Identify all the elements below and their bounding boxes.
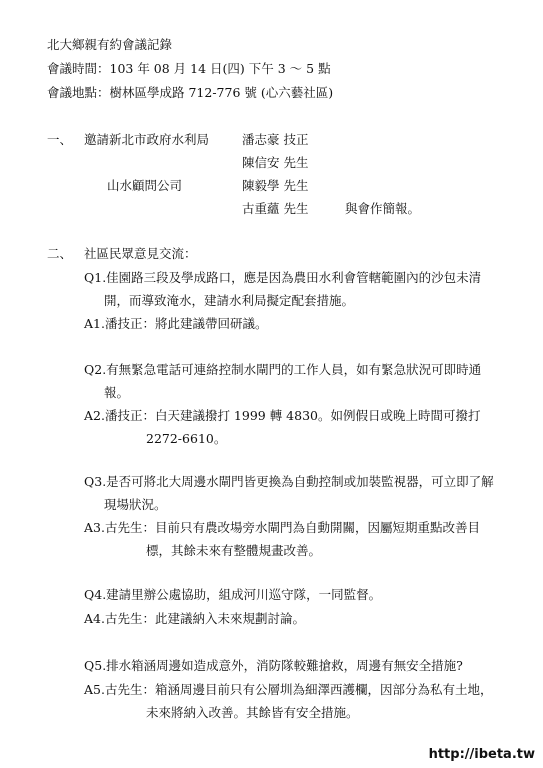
question-2-line-2: 報。 xyxy=(104,385,130,400)
question-3-line-2: 現場狀況。 xyxy=(104,497,167,512)
answer-1: A1.潘技正：將此建議帶回研議。 xyxy=(84,316,268,331)
attendee-3: 陳毅學 先生 xyxy=(242,178,309,193)
org-consultant: 山水顧問公司 xyxy=(107,178,183,193)
answer-5-line-1: A5.古先生：箱涵周邊目前只有公層圳為細澤西護欄，因部分為私有土地， xyxy=(84,682,493,697)
document-title: 北大鄉親有約會議記錄 xyxy=(47,37,173,52)
org-water-bureau: 邀請新北市政府水利局 xyxy=(84,132,210,147)
question-1-line-1: Q1.佳園路三段及學成路口，應是因為農田水利會管轄範圍內的沙包未清 xyxy=(84,270,482,285)
question-4: Q4.建請里辦公處協助，組成河川巡守隊，一同監督。 xyxy=(84,587,382,602)
answer-3-line-2: 標，其餘未來有整體規畫改善。 xyxy=(146,543,322,558)
attendee-1: 潘志豪 技正 xyxy=(242,132,309,147)
meeting-place: 會議地點：樹林區學成路 712-776 號 (心六藝社區) xyxy=(47,85,334,100)
attendee-2: 陳信安 先生 xyxy=(242,155,309,170)
question-3-line-1: Q3.是否可將北大周邊水閘門皆更換為自動控制或加裝監視器，可立即了解 xyxy=(84,474,494,489)
question-1-line-2: 開，而導致淹水，建請水利局擬定配套措施。 xyxy=(104,293,355,308)
answer-4: A4.古先生：此建議納入未來規劃討論。 xyxy=(84,611,305,626)
attendee-4: 古重蘊 先生 xyxy=(242,201,309,216)
question-2-line-1: Q2.有無緊急電話可連絡控制水閘門的工作人員，如有緊急狀況可即時通 xyxy=(84,362,482,377)
answer-2-line-2: 2272-6610。 xyxy=(146,431,227,446)
question-5: Q5.排水箱涵周邊如造成意外，消防隊較難搶救，周邊有無安全措施? xyxy=(84,658,463,673)
presentation-note: 與會作簡報。 xyxy=(345,201,421,216)
answer-3-line-1: A3.古先生：目前只有農改場旁水閘門為自動開關，因屬短期重點改善目 xyxy=(84,520,480,535)
meeting-time: 會議時間：103 年 08 月 14 日(四) 下午 3 ～ 5 點 xyxy=(47,61,331,76)
section-number-1: 一、 xyxy=(47,132,73,147)
answer-5-line-2: 未來將納入改善。其餘皆有安全措施。 xyxy=(146,705,359,720)
section-number-2: 二、 xyxy=(47,246,73,261)
answer-2-line-1: A2.潘技正：白天建議撥打 1999 轉 4830。如例假日或晚上時間可撥打 xyxy=(84,408,481,423)
watermark: http://ibeta.tw xyxy=(428,747,535,762)
section-heading: 社區民眾意見交流： xyxy=(84,246,197,261)
